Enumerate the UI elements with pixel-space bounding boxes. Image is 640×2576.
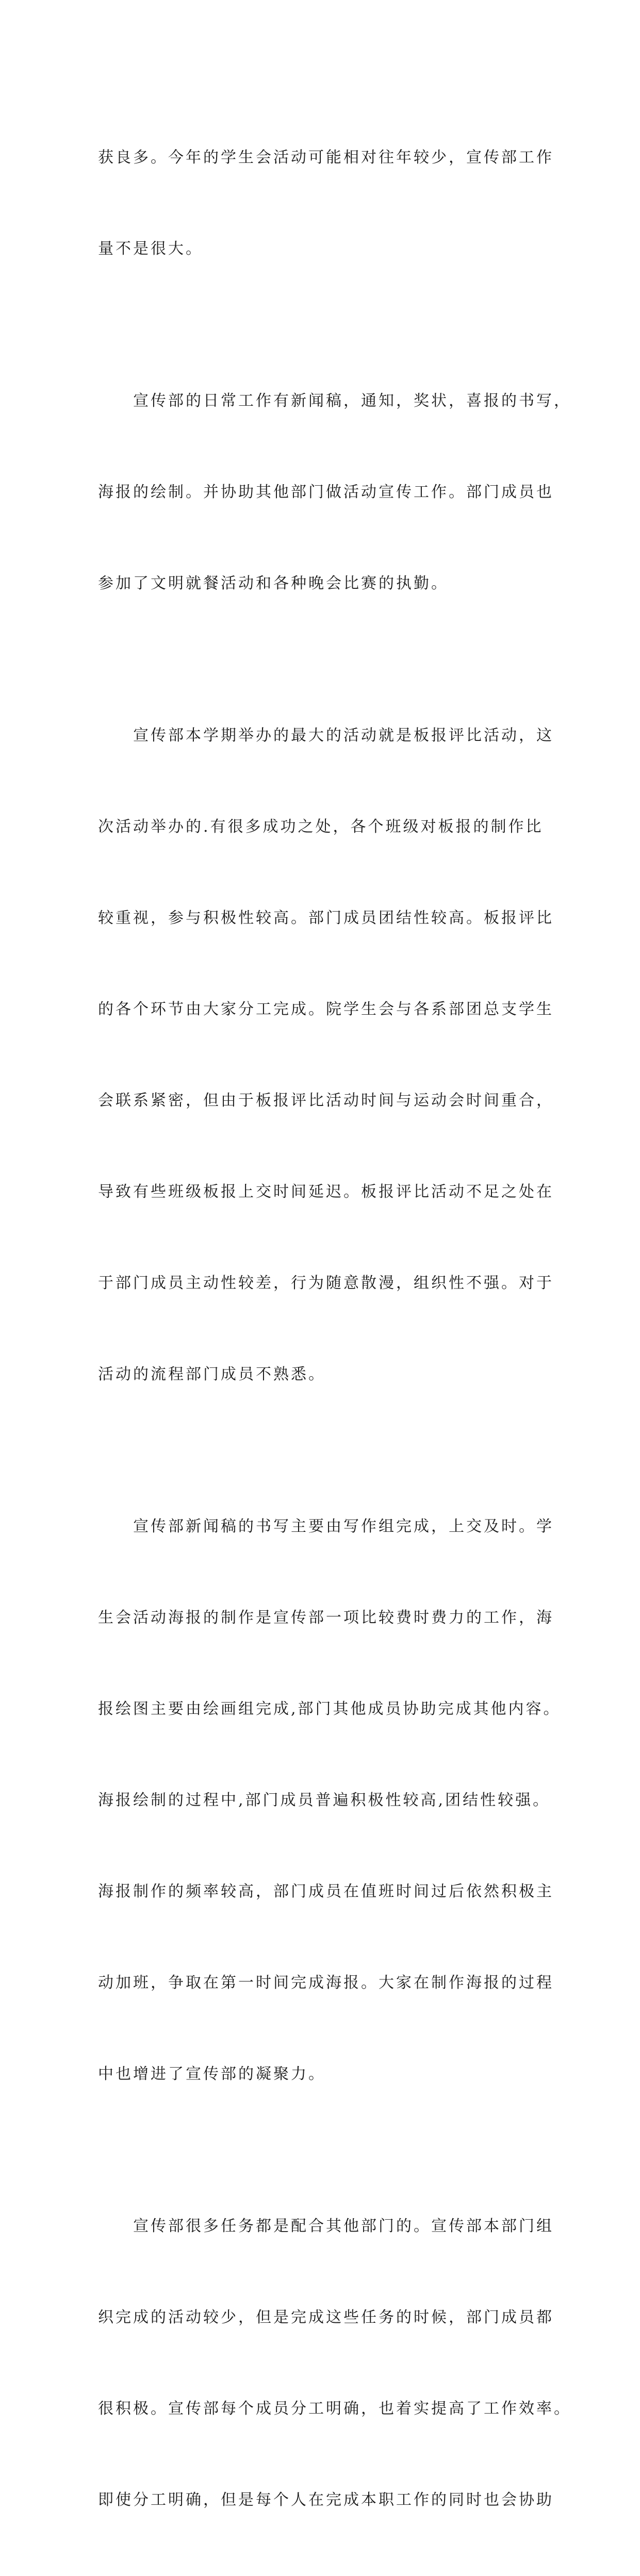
text-line: 即使分工明确，但是每个人在完成本职工作的同时也会协助 <box>98 2491 554 2509</box>
text-line: 的各个环节由大家分工完成。院学生会与各系部团总支学生 <box>98 1000 554 1018</box>
text-line: 宣传部很多任务都是配合其他部门的。宣传部本部门组 <box>133 2217 554 2235</box>
text-line: 宣传部的日常工作有新闻稿，通知，奖状，喜报的书写， <box>133 392 571 410</box>
text-line: 宣传部本学期举办的最大的活动就是板报评比活动，这 <box>133 726 554 745</box>
text-line: 织完成的活动较少，但是完成这些任务的时候，部门成员都 <box>98 2308 554 2326</box>
text-line: 海报的绘制。并协助其他部门做活动宣传工作。部门成员也 <box>98 483 554 501</box>
text-line: 次活动举办的.有很多成功之处，各个班级对板报的制作比 <box>98 818 544 836</box>
text-line: 量不是很大。 <box>98 240 203 258</box>
body-text <box>98 81 571 2576</box>
text-line: 较重视，参与积极性较高。部门成员团结性较高。板报评比 <box>98 909 554 927</box>
text-line: 中也增进了宣传部的凝聚力。 <box>98 2065 326 2083</box>
text-line: 宣传部新闻稿的书写主要由写作组完成，上交及时。学 <box>133 1517 554 1535</box>
paragraph-2 <box>98 325 571 659</box>
paragraph-4 <box>98 1450 561 2150</box>
text-line: 很积极。宣传部每个成员分工明确，也着实提高了工作效率。 <box>98 2400 571 2418</box>
text-line: 获良多。今年的学生会活动可能相对往年较少，宣传部工作 <box>98 148 554 167</box>
text-line: 海报绘制的过程中,部门成员普遍积极性较高,团结性较强。 <box>98 1791 551 1809</box>
paragraph-1 <box>98 81 554 325</box>
text-line: 动加班，争取在第一时间完成海报。大家在制作海报的过程 <box>98 1974 554 1992</box>
text-line: 于部门成员主动性较差，行为随意散漫，组织性不强。对于 <box>98 1274 554 1292</box>
text-line: 海报制作的频率较高，部门成员在值班时间过后依然积极主 <box>98 1883 554 1901</box>
text-line: 生会活动海报的制作是宣传部一项比较费时费力的工作，海 <box>98 1609 554 1627</box>
text-line: 报绘图主要由绘画组完成,部门其他成员协助完成其他内容。 <box>98 1700 561 1718</box>
text-line: 活动的流程部门成员不熟悉。 <box>98 1365 326 1383</box>
text-line: 参加了文明就餐活动和各种晚会比赛的执勤。 <box>98 574 449 592</box>
text-line: 导致有些班级板报上交时间延迟。板报评比活动不足之处在 <box>98 1183 554 1201</box>
paragraph-3 <box>98 659 554 1450</box>
paragraph-5 <box>98 2150 571 2576</box>
text-line: 会联系紧密，但由于板报评比活动时间与运动会时间重合， <box>98 1092 554 1110</box>
